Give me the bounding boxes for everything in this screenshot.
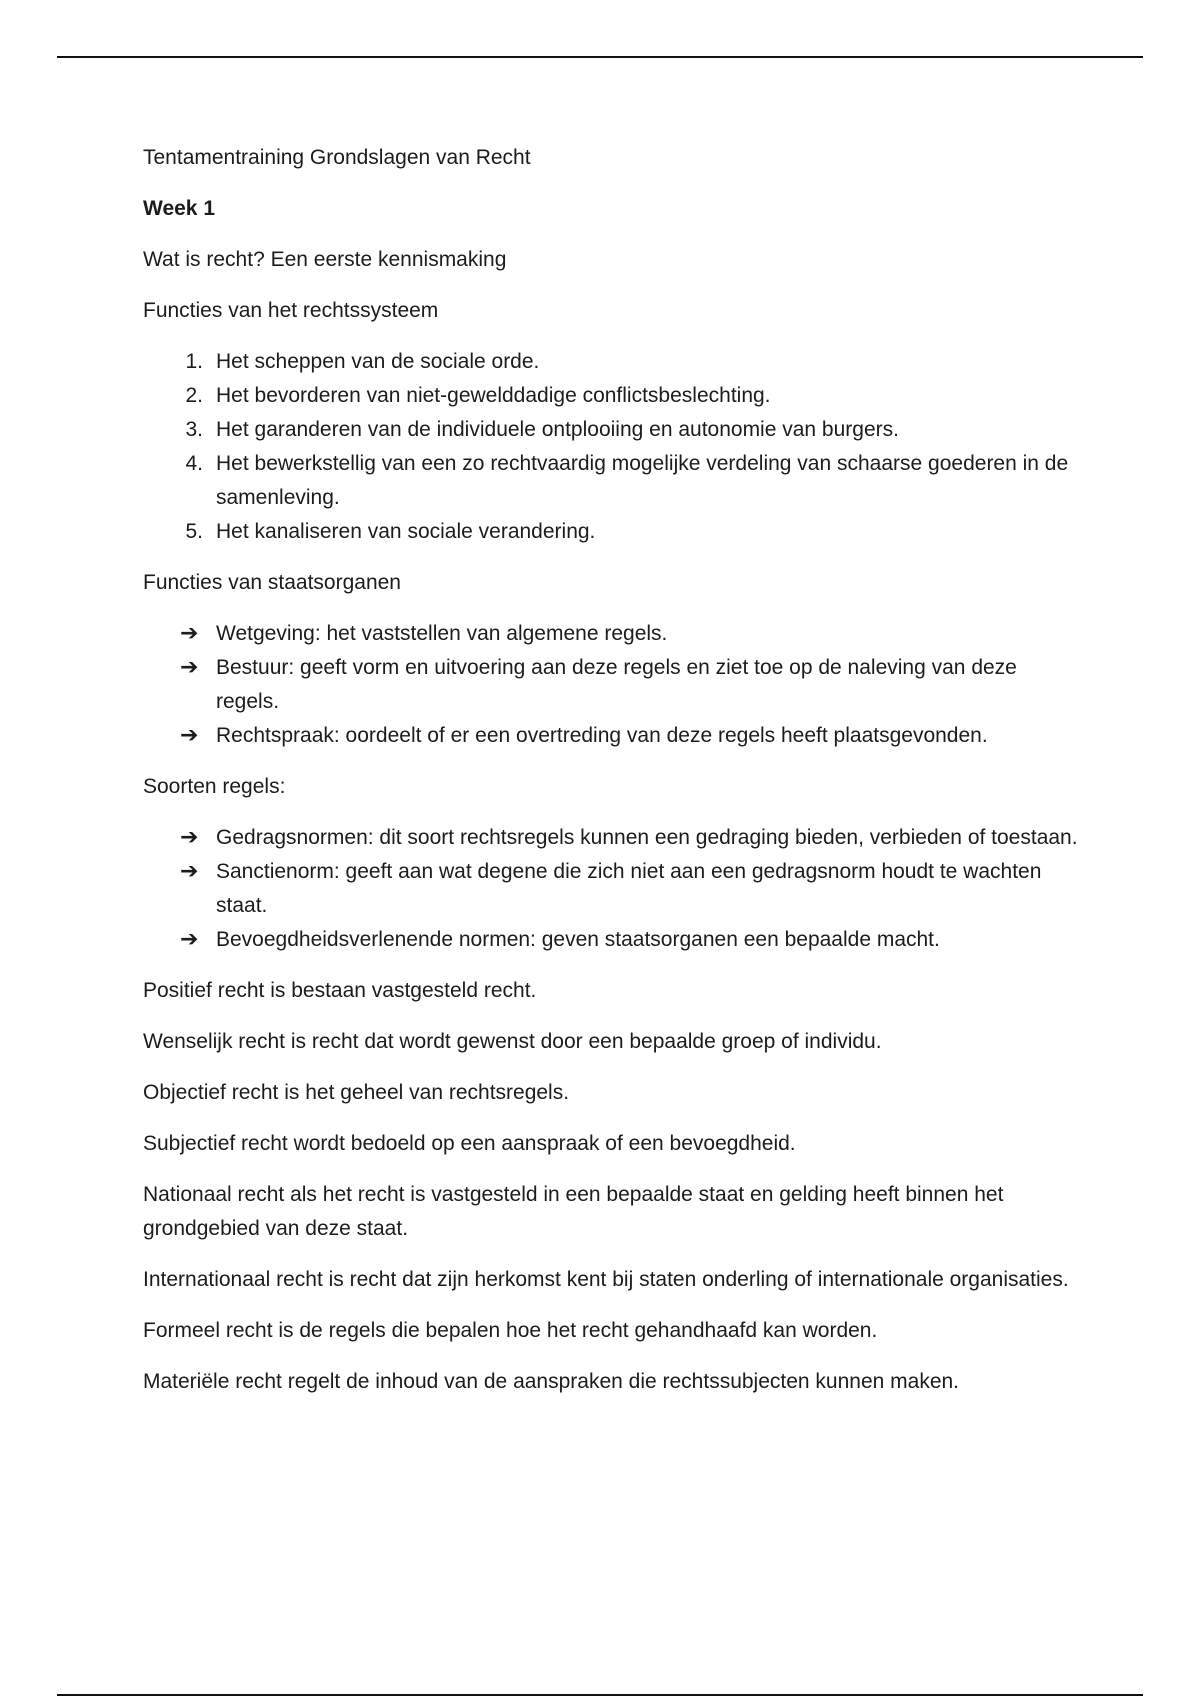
arrow-right-icon: ➔ <box>180 927 199 952</box>
list-item-text: Gedragsnormen: dit soort rechtsregels kunnen een gedraging bieden, verbieden of toestaan. <box>216 826 1078 849</box>
definition-wenselijk-recht: Wenselijk recht is recht dat wordt gewenst door een bepaalde groep of individu. <box>143 1030 882 1053</box>
arrow-right-icon: ➔ <box>180 655 199 680</box>
list-number: 4. <box>185 452 203 475</box>
list-item-text: Het kanaliseren van sociale verandering. <box>216 520 596 543</box>
arrow-right-icon: ➔ <box>180 825 199 850</box>
list-number: 2. <box>185 384 203 407</box>
bottom-rule <box>57 1694 1143 1696</box>
state-organs-functions-list <box>143 617 1083 753</box>
list-item <box>143 447 1083 515</box>
week-heading: Week 1 <box>143 197 215 220</box>
arrow-right-icon: ➔ <box>180 859 199 884</box>
list-item <box>143 379 1083 413</box>
definition-positief-recht: Positief recht is bestaan vastgesteld recht. <box>143 979 537 1002</box>
list-item <box>143 855 1083 923</box>
list-item <box>143 413 1083 447</box>
definition-nationaal-recht: Nationaal recht als het recht is vastgesteld in een bepaalde staat en gelding heeft binnen het grondgebied van deze staat. <box>143 1183 1004 1240</box>
list-item-text: Het bewerkstellig van een zo rechtvaardig mogelijke verdeling van schaarse goederen in de samenleving. <box>216 452 1069 509</box>
list-item <box>143 923 1083 957</box>
list-item-text: Rechtspraak: oordeelt of er een overtreding van deze regels heeft plaatsgevonden. <box>216 724 988 747</box>
list-item <box>143 821 1083 855</box>
list-item-text: Bevoegdheidsverlenende normen: geven staatsorganen een bepaalde macht. <box>216 928 940 951</box>
definition-formeel-recht: Formeel recht is de regels die bepalen hoe het recht gehandhaafd kan worden. <box>143 1319 878 1342</box>
list-item <box>143 617 1083 651</box>
legal-system-functions-list <box>143 345 1083 549</box>
definition-materiele-recht: Materiële recht regelt de inhoud van de aanspraken die rechtssubjecten kunnen maken. <box>143 1370 960 1393</box>
arrow-right-icon: ➔ <box>180 621 199 646</box>
legal-system-functions-heading: Functies van het rechtssysteem <box>143 299 439 322</box>
definition-subjectief-recht: Subjectief recht wordt bedoeld op een aanspraak of een bevoegdheid. <box>143 1132 796 1155</box>
list-number: 5. <box>185 520 203 543</box>
list-item <box>143 345 1083 379</box>
list-item-text: Het bevorderen van niet-gewelddadige conflictsbeslechting. <box>216 384 771 407</box>
list-item-text: Het garanderen van de individuele ontplooiing en autonomie van burgers. <box>216 418 899 441</box>
list-item <box>143 719 1083 753</box>
list-item <box>143 651 1083 719</box>
rule-types-heading: Soorten regels: <box>143 775 286 798</box>
document-body <box>143 141 1083 1416</box>
list-item-text: Het scheppen van de sociale orde. <box>216 350 540 373</box>
list-number: 1. <box>185 350 203 373</box>
list-item <box>143 515 1083 549</box>
list-number: 3. <box>185 418 203 441</box>
rule-types-list <box>143 821 1083 957</box>
list-item-text: Sanctienorm: geeft aan wat degene die zich niet aan een gedragsnorm houdt te wachten staat. <box>216 860 1042 917</box>
state-organs-functions-heading: Functies van staatsorganen <box>143 571 401 594</box>
list-item-text: Wetgeving: het vaststellen van algemene regels. <box>216 622 668 645</box>
definition-objectief-recht: Objectief recht is het geheel van rechtsregels. <box>143 1081 570 1104</box>
list-item-text: Bestuur: geeft vorm en uitvoering aan deze regels en ziet toe op de naleving van deze regels. <box>216 656 1017 713</box>
document-title: Tentamentraining Grondslagen van Recht <box>143 146 531 169</box>
arrow-right-icon: ➔ <box>180 723 199 748</box>
top-rule <box>57 56 1143 58</box>
definition-internationaal-recht: Internationaal recht is recht dat zijn herkomst kent bij staten onderling of internationale organisaties. <box>143 1268 1069 1291</box>
section-heading: Wat is recht? Een eerste kennismaking <box>143 248 507 271</box>
